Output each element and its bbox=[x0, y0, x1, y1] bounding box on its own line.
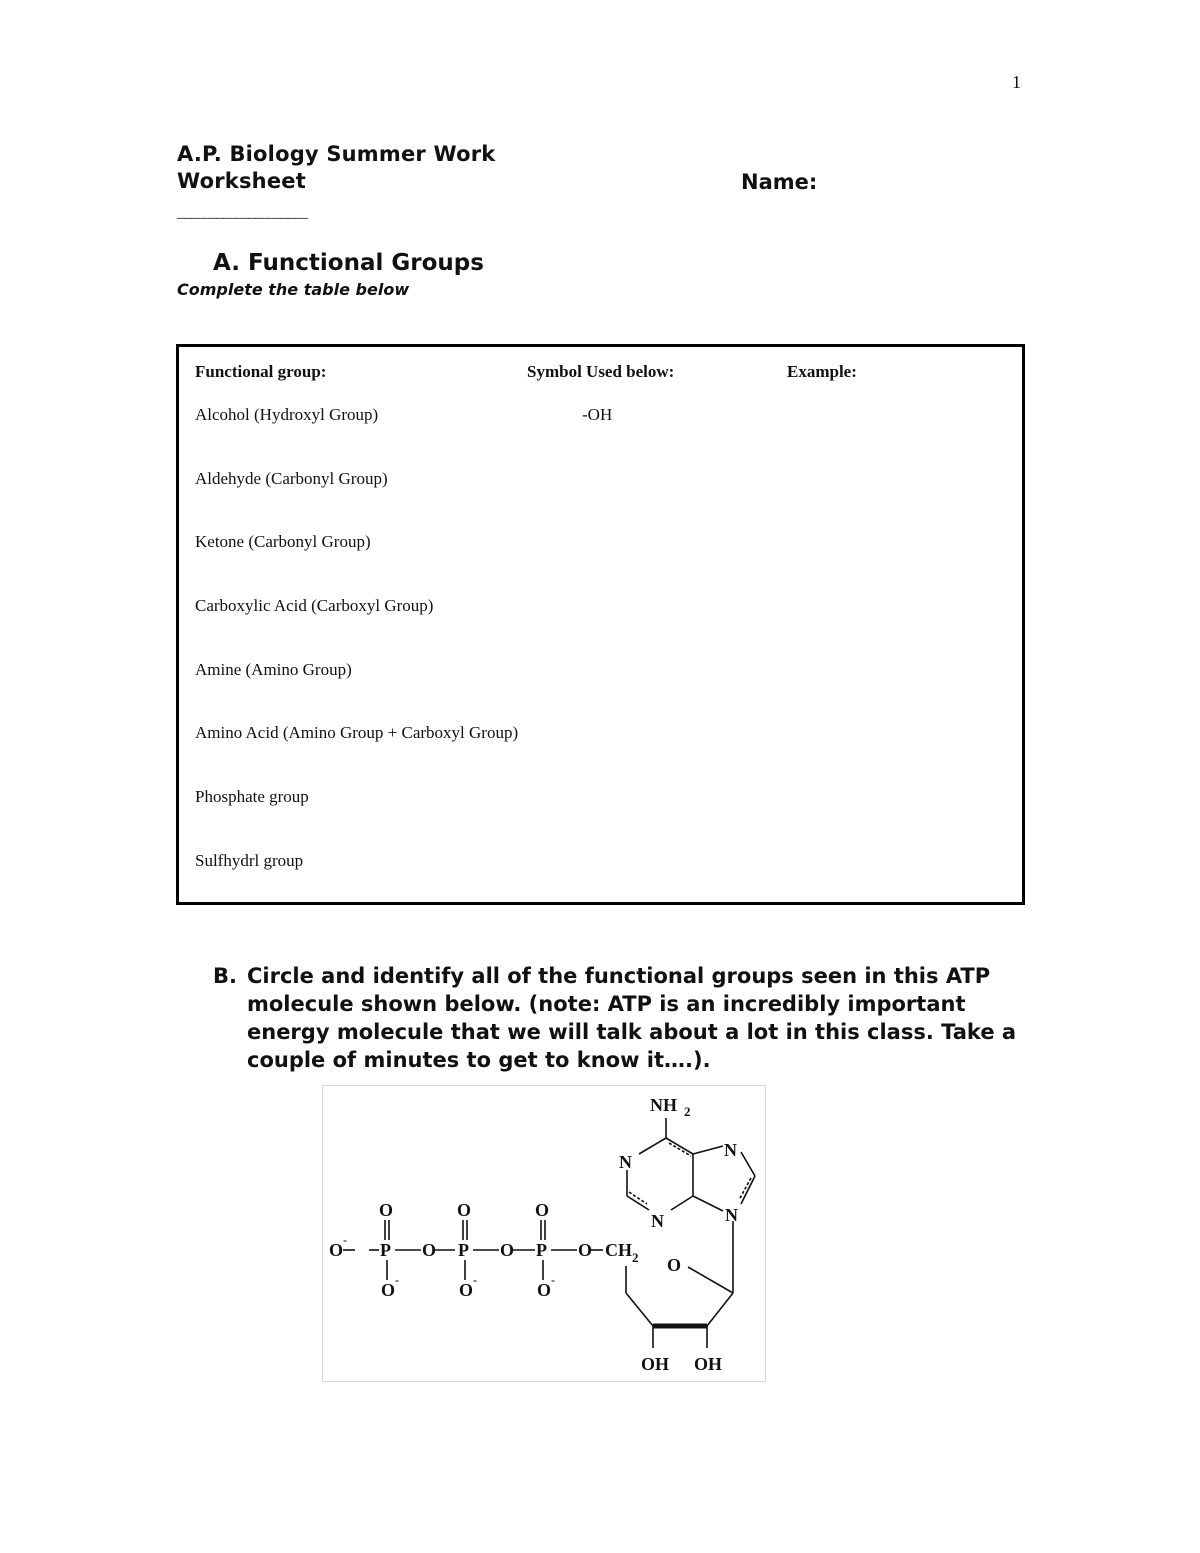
column-header-functional-group: Functional group: bbox=[195, 362, 327, 381]
atp-label-o: O bbox=[537, 1280, 552, 1300]
atp-label-nh2-subscript: 2 bbox=[684, 1104, 691, 1119]
table-row-amine: Amine (Amino Group) bbox=[195, 660, 352, 679]
atp-label-o: O bbox=[578, 1240, 593, 1260]
atp-label-o: O bbox=[379, 1200, 394, 1220]
atp-label-o: O bbox=[422, 1240, 437, 1260]
atp-label-oh-right: OH bbox=[694, 1354, 723, 1374]
section-b-text: Circle and identify all of the functional groups seen in this ATP molecule shown below. (note: ATP is an incredibly important energy molecule that we will talk about a lot in this class. Take a couple of minutes to get to know it….). bbox=[247, 964, 1017, 1072]
atp-label-p: P bbox=[458, 1240, 469, 1260]
atp-label-minus: - bbox=[551, 1273, 555, 1287]
atp-label-o: O bbox=[381, 1280, 396, 1300]
column-header-symbol: Symbol Used below: bbox=[527, 362, 675, 381]
atp-label-o: O bbox=[329, 1240, 344, 1260]
functional-groups-table bbox=[176, 344, 1025, 905]
section-a-heading: A. Functional Groups bbox=[213, 250, 484, 276]
atp-structure-svg bbox=[323, 1086, 765, 1381]
atp-label-minus: - bbox=[395, 1273, 399, 1287]
atp-label-p: P bbox=[380, 1240, 391, 1260]
atp-label-o: O bbox=[457, 1200, 472, 1220]
worksheet-title-line2: Worksheet bbox=[177, 169, 306, 193]
atp-label-o: O bbox=[535, 1200, 550, 1220]
atp-label-ch2-subscript: 2 bbox=[632, 1250, 639, 1265]
table-row-carboxylic-acid: Carboxylic Acid (Carboxyl Group) bbox=[195, 596, 434, 615]
atp-label-nh2: NH bbox=[650, 1095, 677, 1115]
atp-label-p: P bbox=[536, 1240, 547, 1260]
atp-label-n1: N bbox=[619, 1152, 632, 1172]
symbol-alcohol: -OH bbox=[582, 405, 613, 424]
section-a-instruction: Complete the table below bbox=[177, 280, 410, 299]
name-label: Name: bbox=[741, 170, 818, 194]
column-header-example: Example: bbox=[787, 362, 857, 381]
atp-label-minus: - bbox=[473, 1273, 477, 1287]
atp-label-o: O bbox=[459, 1280, 474, 1300]
atp-label-ch2: CH bbox=[605, 1240, 632, 1260]
table-row-amino-acid: Amino Acid (Amino Group + Carboxyl Group) bbox=[195, 723, 519, 742]
atp-molecule-diagram bbox=[322, 1085, 766, 1382]
atp-label-minus: - bbox=[343, 1233, 347, 1247]
atp-label-n3: N bbox=[651, 1211, 664, 1231]
table-row-phosphate: Phosphate group bbox=[195, 787, 309, 806]
atp-label-oh-left: OH bbox=[641, 1354, 670, 1374]
atp-label-n9: N bbox=[725, 1205, 738, 1225]
name-blank: ____________________ bbox=[177, 205, 307, 221]
table-row-sulfhydrl: Sulfhydrl group bbox=[195, 851, 304, 870]
section-b-letter: B. bbox=[213, 964, 237, 988]
page-number: 1 bbox=[1012, 72, 1021, 92]
atp-label-n7: N bbox=[724, 1140, 737, 1160]
atp-label-o: O bbox=[500, 1240, 515, 1260]
worksheet-title-line1: A.P. Biology Summer Work bbox=[177, 142, 496, 166]
table-row-ketone: Ketone (Carbonyl Group) bbox=[195, 532, 371, 551]
table-row-aldehyde: Aldehyde (Carbonyl Group) bbox=[195, 469, 388, 488]
table-row-alcohol: Alcohol (Hydroxyl Group) bbox=[195, 405, 379, 424]
atp-label-ring-o: O bbox=[667, 1255, 682, 1275]
